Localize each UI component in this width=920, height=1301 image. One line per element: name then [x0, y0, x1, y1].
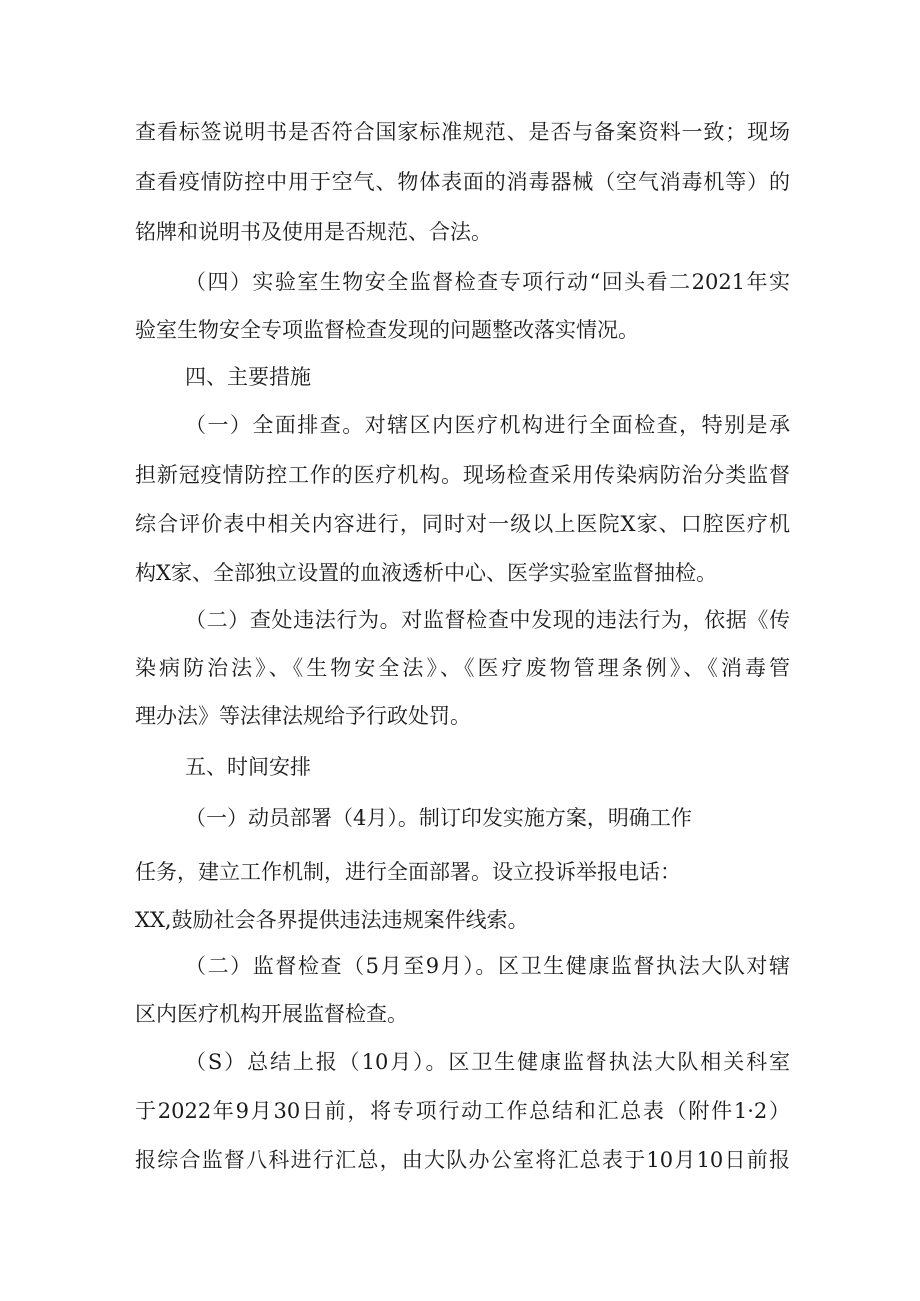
section-heading: 四、主要措施	[185, 365, 311, 389]
body-text-line: （S）总结上报（10月）。区卫生健康监督执法大队相关科室	[185, 1050, 790, 1074]
body-text-line: （二）监督检查（5月至9月）。区卫生健康监督执法大队对辖	[185, 954, 790, 978]
body-text-line: （一）全面排查。对辖区内医疗机构进行全面检查，特别是承	[185, 413, 790, 437]
body-text-line: （四）实验室生物安全监督检查专项行动“回头看二2021年实	[185, 270, 790, 294]
body-text-line: 区内医疗机构开展监督检查。	[135, 1002, 408, 1026]
body-text-line: 构X家、全部独立设置的血液透析中心、医学实验室监督抽检。	[135, 561, 717, 585]
body-text-line: （二）查处违法行为。对监督检查中发现的违法行为，依据《传	[185, 608, 790, 632]
body-text-line: 查看标签说明书是否符合国家标准规范、是否与备案资料一致；现场	[135, 120, 790, 144]
body-text-line: 查看疫情防控中用于空气、物体表面的消毒器械（空气消毒机等）的	[135, 170, 790, 194]
body-text-line: 报综合监督八科进行汇总，由大队办公室将汇总表于10月10日前报	[135, 1148, 790, 1172]
body-text-line: 染病防治法》、《生物安全法》、《医疗废物管理条例》、《消毒管	[135, 656, 790, 680]
body-text-line: 验室生物安全专项监督检查发现的问题整改落实情况。	[135, 318, 639, 342]
body-text-line: 理办法》等法律法规给予行政处罚。	[135, 704, 471, 728]
body-text-line: 于2022年9月30日前，将专项行动工作总结和汇总表（附件1·2）	[135, 1099, 790, 1123]
body-text-line: 任务，建立工作机制，进行全面部署。设立投诉举报电话：	[135, 860, 681, 884]
body-text-line: （一）动员部署（4月）。制订印发实施方案，明确工作	[185, 806, 692, 830]
section-heading: 五、时间安排	[185, 755, 311, 779]
body-text-line: XX,鼓励社会各界提供违法违规案件线索。	[135, 908, 529, 932]
body-text-line: 铭牌和说明书及使用是否规范、合法。	[135, 220, 492, 244]
body-text-line: 综合评价表中相关内容进行，同时对一级以上医院X家、口腔医疗机	[135, 512, 790, 536]
body-text-line: 担新冠疫情防控工作的医疗机构。现场检查采用传染病防治分类监督	[135, 463, 790, 487]
